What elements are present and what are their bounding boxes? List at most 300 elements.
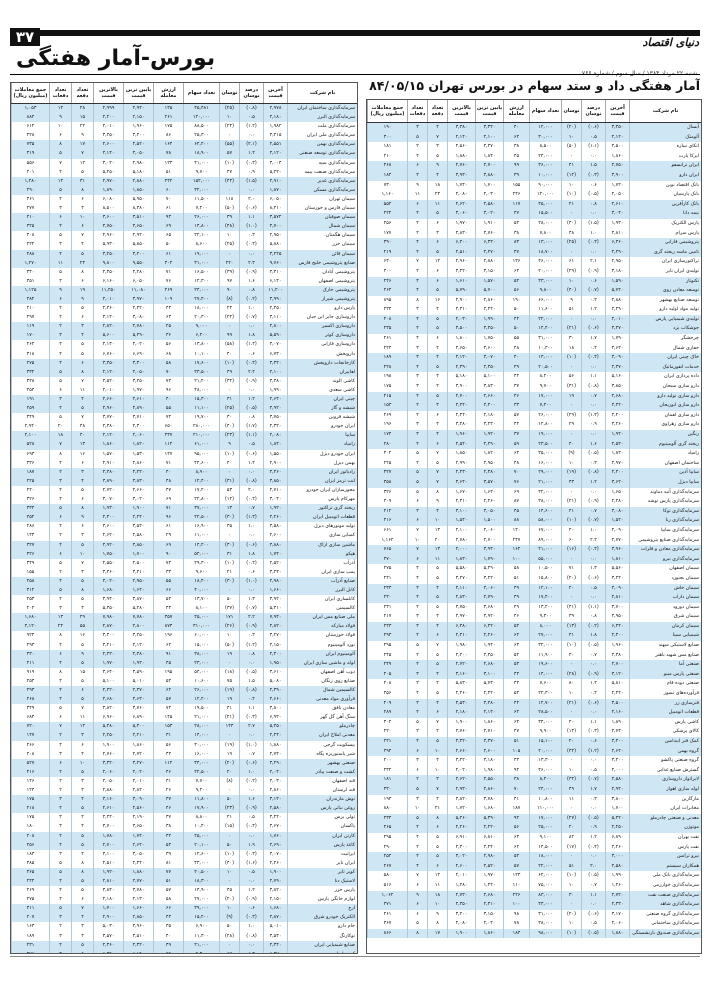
value-cell: ۱۰ — [561, 881, 581, 891]
value-cell: ۴ — [427, 420, 447, 430]
table-row — [367, 833, 701, 843]
value-cell: ۲۲۶ — [503, 891, 529, 901]
value-cell: ۱,۸۴۰ — [263, 440, 287, 449]
value-cell: (۰.۳) — [581, 727, 605, 737]
value-cell: ۷۰ — [503, 785, 529, 795]
company-name-cell: ایران تایر — [287, 859, 357, 868]
value-cell: ۲,۶۸۰ — [605, 392, 629, 402]
value-cell: ۵۱ — [561, 862, 581, 872]
value-cell: ۳۳,۵۰۰ — [183, 368, 219, 377]
value-cell: ۱۴,۴۰۰ — [529, 324, 561, 334]
value-cell: ۳,۲۴۰ — [605, 574, 629, 584]
table-row — [11, 259, 357, 268]
table-row — [367, 488, 701, 498]
value-cell: ۳,۶۱۰ — [263, 668, 287, 677]
company-name-cell: کاشی الوند — [287, 377, 357, 386]
value-cell: ۵۴ — [503, 689, 529, 699]
value-cell: ۱,۹۱۰ — [475, 219, 503, 229]
company-name-cell: کابل البرز — [287, 586, 357, 595]
value-cell: ۶ — [427, 334, 447, 344]
value-cell: ۵,۳۵۰ — [93, 604, 123, 613]
value-cell: ۲,۰۱۰ — [447, 871, 475, 881]
value-cell: ۳,۳۲۰ — [93, 759, 123, 768]
value-cell: ۱۷۱ — [219, 613, 239, 622]
company-name-cell: سرمایه‌گذاری ملت — [287, 122, 357, 131]
value-cell: ۱۰ — [561, 277, 581, 287]
value-cell: (۰.۳) — [239, 359, 263, 368]
value-cell: (۰.۶) — [581, 574, 605, 584]
value-cell: ۶ — [407, 161, 427, 171]
value-cell: ۱۳ — [427, 545, 447, 555]
value-cell: ۱,۸۶۰ — [605, 152, 629, 162]
company-name-cell: سرمایه‌گذاری معادن و فلزات — [629, 545, 701, 555]
company-name-cell: لعابیران — [287, 368, 357, 377]
value-cell: ۲۳۰ — [367, 593, 407, 603]
value-cell: ۴,۰۵۰ — [93, 777, 123, 786]
table-row — [11, 395, 357, 404]
value-cell: ۳۴,۰۰۰ — [529, 718, 561, 728]
value-cell: ۲,۵۸۰ — [605, 862, 629, 872]
value-cell: ۳,۵۱۰ — [123, 213, 153, 222]
table-row — [367, 584, 701, 594]
value-cell: ۴۳ — [561, 478, 581, 488]
table-row — [367, 756, 701, 766]
value-cell: ۲۶۴ — [11, 340, 49, 349]
value-cell: ۱۰ — [427, 766, 447, 776]
value-cell: ۳,۲۷۰ — [447, 574, 475, 584]
value-cell: (۰.۶) — [239, 541, 263, 550]
value-cell: ۲۴۶ — [503, 190, 529, 200]
value-cell: ۱۱,۳۰۰ — [183, 932, 219, 941]
value-cell: ۶ — [71, 277, 93, 286]
value-cell: ۱۲,۶۰۰ — [183, 850, 219, 859]
company-name-cell: سرمایه‌گذاری ساختمان ایران — [287, 104, 357, 113]
value-cell: ۹,۸۰۰ — [93, 259, 123, 268]
table-row — [11, 641, 357, 650]
value-cell: ۵ — [49, 504, 71, 513]
value-cell: ۲۲۰ — [367, 727, 407, 737]
value-cell: ۲,۷۰۰ — [447, 392, 475, 402]
value-cell: ۱,۸۶۰ — [123, 741, 153, 750]
value-cell: (۰.۸) — [581, 382, 605, 392]
value-cell: (۲۹) — [561, 411, 581, 421]
value-cell: (۰.۸) — [581, 468, 605, 478]
value-cell: ۴۳۰ — [11, 650, 49, 659]
value-cell: ۲۲۰ — [219, 259, 239, 268]
value-cell: ۱,۸۲۰ — [123, 440, 153, 449]
value-cell: ۳,۴۴۰ — [263, 568, 287, 577]
value-cell: ۳,۹۷۰ — [123, 295, 153, 304]
value-cell: ۳,۲۷۰ — [263, 631, 287, 640]
value-cell — [123, 950, 153, 954]
value-cell: ۴ — [49, 877, 71, 886]
company-name-cell: سرمایه‌گذاری سایپا — [629, 526, 701, 536]
value-cell: (۰.۸) — [239, 932, 263, 941]
value-cell: ۳,۱۱۰ — [263, 313, 287, 322]
value-cell: ۱۲۰,۰۰۰ — [183, 113, 219, 122]
company-name-cell: چادرملو — [287, 722, 357, 731]
value-cell: ۴۰,۰۰۰ — [529, 747, 561, 757]
value-cell: (۰.۶) — [581, 699, 605, 709]
value-cell: ۱۰,۶۰۰ — [183, 677, 219, 686]
value-cell: ۹,۷۰۰ — [183, 168, 219, 177]
value-cell: ۴۸ — [153, 477, 183, 486]
table-row — [367, 334, 701, 344]
value-cell: ۹ — [49, 113, 71, 122]
value-cell: ۲۱۹ — [367, 248, 407, 258]
value-cell: ۵ — [49, 268, 71, 277]
value-cell: ۶۶ — [153, 586, 183, 595]
value-cell: ۷۱ — [153, 504, 183, 513]
value-cell: ۳,۶۲۰ — [605, 478, 629, 488]
value-cell: ۵۶ — [503, 286, 529, 296]
value-cell: ۲,۲۸۰ — [605, 497, 629, 507]
value-cell: ۲۲۲ — [11, 240, 49, 249]
value-cell: ۳,۸۴۰ — [93, 886, 123, 895]
header-divider — [10, 74, 700, 75]
value-cell: ۶۲ — [153, 686, 183, 695]
value-cell: (۵۰) — [561, 142, 581, 152]
value-cell: ۱,۵۳۰ — [123, 450, 153, 459]
value-cell: ۲,۱۲۰ — [605, 133, 629, 143]
value-cell: ۲,۳۰۰ — [605, 631, 629, 641]
value-cell: ۵,۰۱۰ — [123, 677, 153, 686]
value-cell: ۲,۹۵۰ — [123, 577, 153, 586]
value-cell: ۲ — [407, 229, 427, 239]
company-name-cell: دارو سازی زهراوی — [629, 420, 701, 430]
value-cell: ۲۰ — [49, 422, 71, 431]
value-cell: ۵۷ — [503, 862, 529, 872]
value-cell: ۴۳۲ — [367, 766, 407, 776]
value-cell: ۱,۶۴۰ — [123, 586, 153, 595]
value-cell: ۱۰ — [561, 766, 581, 776]
value-cell: ۸,۴۰۰ — [529, 775, 561, 785]
company-name-cell: ایرکا پارت — [629, 152, 701, 162]
table-row — [367, 315, 701, 325]
value-cell: ۰.۹ — [581, 420, 605, 430]
value-cell: ۳,۳۰۰ — [123, 359, 153, 368]
value-cell: ۵ — [49, 368, 71, 377]
value-cell: ۵ — [407, 133, 427, 143]
value-cell: ۱.۶ — [239, 795, 263, 804]
value-cell: ۵۲,۰۰۰ — [183, 550, 219, 559]
value-cell: ۲,۹۸۰ — [263, 577, 287, 586]
value-cell: ۹,۷۰۰ — [529, 382, 561, 392]
value-cell: ۴۵ — [219, 886, 239, 895]
value-cell: ۳,۶۸۰ — [475, 603, 503, 613]
value-cell: ۲۹ — [71, 613, 93, 622]
value-cell: ۱۹۶ — [367, 420, 407, 430]
value-cell: ۲,۷۲۰ — [605, 891, 629, 901]
value-cell: ۴۵ — [153, 659, 183, 668]
value-cell: (۱.۴) — [239, 340, 263, 349]
value-cell: ۲,۷۵۰ — [605, 161, 629, 171]
top-rule-bar — [10, 30, 700, 36]
value-cell: ۳,۰۵۰ — [123, 850, 153, 859]
value-cell: ۵,۰۸۰ — [263, 677, 287, 686]
value-cell: ۱۷۵ — [153, 122, 183, 131]
value-cell: ۲,۹۹۰ — [447, 459, 475, 469]
value-cell: ۳,۳۵۰ — [93, 359, 123, 368]
footer-divider — [10, 956, 700, 957]
value-cell: ۳۱۲ — [11, 586, 49, 595]
value-cell: ۵,۴۲۰ — [605, 814, 629, 824]
value-cell: ۵ — [427, 593, 447, 603]
value-cell: (۱۰) — [561, 871, 581, 881]
value-cell: ۶۴,۲۰۰ — [183, 140, 219, 149]
table-row — [367, 372, 701, 382]
company-name-cell: ایران ترانسفو — [629, 161, 701, 171]
value-cell: ۲,۰۹۰ — [605, 526, 629, 536]
value-cell: ۳,۲۳۰ — [475, 420, 503, 430]
value-cell: ۰.۰ — [239, 250, 263, 259]
value-cell: ۳ — [49, 795, 71, 804]
value-cell: ۵ — [427, 603, 447, 613]
value-cell: ۴۰۹ — [367, 497, 407, 507]
value-cell: ۵ — [427, 852, 447, 862]
value-cell: (۲۵) — [219, 240, 239, 249]
value-cell: ۲۸ — [71, 104, 93, 113]
value-cell: ۳ — [407, 382, 427, 392]
value-cell: ۴ — [49, 659, 71, 668]
value-cell: ۳۱۸ — [11, 350, 49, 359]
value-cell: ۶,۹۰۰ — [183, 922, 219, 931]
company-name-cell: سرمایه‌گذاری صنعت بیمه — [287, 168, 357, 177]
value-cell: ۴,۶۰۰ — [475, 344, 503, 354]
value-cell: ۹۰,۰۰۰ — [529, 181, 561, 191]
value-cell: (۰.۶) — [581, 123, 605, 133]
value-cell: ۳,۳۰۰ — [93, 631, 123, 640]
table-row — [367, 689, 701, 699]
value-cell: (۰.۹) — [581, 670, 605, 680]
value-cell: ۷۴ — [153, 704, 183, 713]
value-cell: ۲,۰۳۰ — [447, 315, 475, 325]
table-row — [367, 430, 701, 440]
company-name-cell: سیمان داراب — [629, 593, 701, 603]
table-row — [11, 768, 357, 777]
value-cell: ۲.۰ — [581, 862, 605, 872]
value-cell: ۲,۶۰۰ — [447, 862, 475, 872]
value-cell: ۳,۰۸۰ — [605, 507, 629, 517]
value-cell: ۰ — [219, 468, 239, 477]
value-cell: (۰.۶) — [239, 759, 263, 768]
value-cell: ۳۲۶ — [11, 495, 49, 504]
value-cell: ۲,۳۰۰ — [123, 422, 153, 431]
value-cell: ۲ — [407, 775, 427, 785]
company-name-cell: فرآوری مواد معدنی — [287, 695, 357, 704]
value-cell: ۴۶۸ — [367, 161, 407, 171]
value-cell: ۴,۶۶۰ — [263, 695, 287, 704]
value-cell: ۴,۹۶۰ — [93, 404, 123, 413]
table-row — [367, 603, 701, 613]
value-cell: ۲,۴۳۰ — [93, 650, 123, 659]
table-row — [367, 152, 701, 162]
value-cell: ۲۵۴ — [11, 677, 49, 686]
value-cell: (۲۵) — [219, 404, 239, 413]
table-row — [11, 159, 357, 168]
value-cell: ۱,۸۰۰ — [447, 334, 475, 344]
value-cell: ۱۰ — [71, 550, 93, 559]
value-cell: ۱۸ — [49, 431, 71, 440]
value-cell: ۲۹ — [153, 531, 183, 540]
company-name-cell: تولید موتورهای دیزل — [287, 522, 357, 531]
company-name-cell: سایپا آذین — [629, 468, 701, 478]
value-cell: ۱۹۸ — [367, 372, 407, 382]
table-row — [11, 177, 357, 186]
value-cell: ۱,۸۳۰ — [605, 449, 629, 459]
company-name-cell: کمباین سازی — [287, 531, 357, 540]
table-row — [11, 322, 357, 331]
company-name-cell: حفاری شمال — [629, 344, 701, 354]
value-cell: ۱,۹۸۰ — [447, 641, 475, 651]
value-cell: ۲,۸۶۰ — [263, 786, 287, 795]
value-cell: ۵,۴۸۰ — [93, 722, 123, 731]
value-cell: ۱۲۰,۰۰۰ — [529, 190, 561, 200]
value-cell: ۳ — [407, 507, 427, 517]
value-cell: ۵ — [49, 704, 71, 713]
value-cell: ۰.۰ — [581, 708, 605, 718]
table-row — [11, 559, 357, 568]
value-cell: ۱۶ — [427, 296, 447, 306]
value-cell: ۴,۹۲۰ — [475, 612, 503, 622]
value-cell: ۴,۵۵۰ — [475, 775, 503, 785]
value-cell: ۲,۷۰۰ — [93, 841, 123, 850]
value-cell: ۴ — [71, 395, 93, 404]
value-cell: ۲۰۸ — [367, 315, 407, 325]
value-cell: ۴ — [407, 660, 427, 670]
value-cell: ۲.۱ — [581, 257, 605, 267]
value-cell: ۴۶۱ — [367, 910, 407, 920]
value-cell: ۳,۴۱۵ — [263, 131, 287, 140]
value-cell: ۱۷,۰۰۰ — [529, 392, 561, 402]
value-cell: ۹ — [427, 161, 447, 171]
company-name-cell: سرمایه‌گذاری سپه — [287, 159, 357, 168]
value-cell: ۵۴ — [153, 677, 183, 686]
table-row — [367, 536, 701, 546]
value-cell: ۵ — [407, 488, 427, 498]
table-row — [367, 919, 701, 929]
value-cell: ۱.۰ — [239, 768, 263, 777]
value-cell: ۶,۰۵۰ — [123, 277, 153, 286]
value-cell: ۰.۷ — [581, 651, 605, 661]
value-cell: ۰.۰ — [239, 386, 263, 395]
value-cell: ۰ — [561, 209, 581, 219]
company-name-cell: داروسازی فارابی — [287, 340, 357, 349]
value-cell: ۳,۴۵۰ — [475, 324, 503, 334]
value-cell: ۵,۴۵۰ — [263, 722, 287, 731]
value-cell: ۲۰,۵۰۰ — [529, 363, 561, 373]
value-cell: ۳ — [407, 756, 427, 766]
value-cell: ۳۲,۰۰۰ — [529, 641, 561, 651]
value-cell: ۱۳۵ — [153, 104, 183, 113]
company-name-cell: جام دارو — [287, 922, 357, 931]
company-name-cell: لوازم خانگی پارس — [287, 895, 357, 904]
value-cell: ۵ — [407, 919, 427, 929]
value-cell: ۳۳,۰۰۰ — [183, 859, 219, 868]
value-cell: ۱.۴ — [239, 459, 263, 468]
table-row — [367, 344, 701, 354]
value-cell: ۸,۸۰۰ — [183, 813, 219, 822]
value-cell: ۷۵ — [219, 677, 239, 686]
table-row — [11, 104, 357, 113]
value-cell: ۳۸ — [503, 775, 529, 785]
value-cell: ۱۰ — [71, 759, 93, 768]
value-cell: ۳,۴۵۰ — [123, 377, 153, 386]
value-cell: ۵ — [427, 248, 447, 258]
value-cell: ۴ — [71, 204, 93, 213]
value-cell: ۱,۶۸۰ — [93, 586, 123, 595]
value-cell: ۱۹,۰۰۰ — [183, 250, 219, 259]
value-cell: ۲۵,۳۰۰ — [183, 131, 219, 140]
value-cell: ۴,۴۴۰ — [447, 401, 475, 411]
value-cell: ۱۴۳ — [219, 722, 239, 731]
table-row — [11, 777, 357, 786]
value-cell: ۱,۴۴۰ — [475, 881, 503, 891]
value-cell: ۳۰۲ — [367, 718, 407, 728]
value-cell: ۲,۷۹۰ — [475, 593, 503, 603]
company-name-cell: چینی ایران — [287, 395, 357, 404]
table-row — [367, 468, 701, 478]
value-cell: ۳,۸۷۰ — [123, 595, 153, 604]
value-cell: ۳,۲۷۰ — [123, 759, 153, 768]
value-cell: ۳ — [71, 568, 93, 577]
value-cell: ۹۲۴ — [11, 631, 49, 640]
value-cell: ۳,۲۰۰ — [123, 250, 153, 259]
value-cell: ۲۰ — [561, 823, 581, 833]
value-cell: ۲,۴۶۰ — [263, 859, 287, 868]
value-cell: ۵ — [71, 350, 93, 359]
value-cell: ۹ — [71, 295, 93, 304]
value-cell: (۰.۸) — [239, 686, 263, 695]
value-cell: ۰.۰ — [239, 468, 263, 477]
value-cell: ۱,۹۸۲ — [263, 122, 287, 131]
value-cell: ۳,۹۴۰ — [475, 545, 503, 555]
value-cell: ۱,۹۰۰ — [93, 741, 123, 750]
value-cell: ۲,۰۲۰ — [447, 766, 475, 776]
value-cell: ۱.۱ — [581, 372, 605, 382]
value-cell: (۲۹) — [561, 267, 581, 277]
value-cell: ۳۲۷ — [11, 541, 49, 550]
value-cell: ۶,۹۶۰ — [93, 713, 123, 722]
value-cell: ۰ — [219, 941, 239, 950]
value-cell: (۱۰) — [219, 159, 239, 168]
value-cell: ۲,۵۱۰ — [93, 859, 123, 868]
value-cell: ۳۱ — [219, 550, 239, 559]
value-cell: ۸۳,۰۰۰ — [529, 891, 561, 901]
value-cell: ۸ — [49, 140, 71, 149]
company-name-cell: سیمان صوفیان — [287, 213, 357, 222]
value-cell: ۳,۲۲۰ — [447, 267, 475, 277]
value-cell: ۲۲۲ — [367, 209, 407, 219]
value-cell: ۴۰,۰۰۰ — [183, 586, 219, 595]
value-cell: (۰.۴) — [239, 559, 263, 568]
value-cell: ۱,۱۲۵ — [11, 286, 49, 295]
company-name-cell: نوش مازندران — [287, 795, 357, 804]
table-row — [11, 859, 357, 868]
value-cell: ۹,۳۰۰ — [529, 612, 561, 622]
value-cell: ۶۲ — [503, 843, 529, 853]
value-cell: ۲,۱۲۰ — [93, 431, 123, 440]
value-cell: ۶,۴۸۰ — [447, 622, 475, 632]
value-cell: ۴ — [407, 392, 427, 402]
value-cell: ۷۱ — [561, 564, 581, 574]
company-name-cell: گروه بهمن — [629, 747, 701, 757]
value-cell: ۲۱۷ — [367, 612, 407, 622]
value-cell: ۴۷ — [153, 486, 183, 495]
value-cell: ۵ — [427, 689, 447, 699]
value-cell: (۳۲) — [219, 377, 239, 386]
column-header: تعداد دفعه — [71, 83, 93, 103]
